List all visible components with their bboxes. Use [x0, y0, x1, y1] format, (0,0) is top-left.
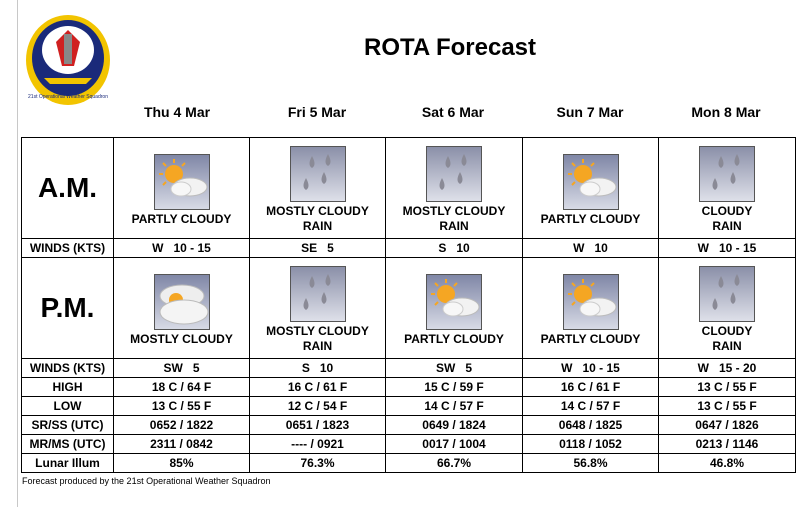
row-value: ---- / 0921	[250, 435, 386, 454]
row-value: 13 C / 55 F	[114, 397, 250, 416]
moonrise-moonset-row	[22, 435, 796, 454]
day-header: Sun 7 Mar	[556, 104, 624, 120]
wind-value: W 10	[523, 239, 659, 258]
pm-conditions-row	[22, 258, 796, 359]
am-cell	[114, 138, 250, 239]
row-value: 16 C / 61 F	[523, 378, 659, 397]
condition-text: PARTLY CLOUDY	[540, 211, 641, 226]
partly-cloudy-icon	[426, 274, 482, 330]
wind-value: W 10 - 15	[523, 359, 659, 378]
rain-icon	[699, 266, 755, 322]
row-value: 0647 / 1826	[659, 416, 796, 435]
lunar-illum-row	[22, 454, 796, 473]
row-label: HIGH	[22, 378, 114, 397]
condition-text: CLOUDY	[701, 204, 753, 218]
pm-label: P.M.	[22, 258, 114, 359]
row-value: 56.8%	[523, 454, 659, 473]
row-value: 85%	[114, 454, 250, 473]
row-label: SR/SS (UTC)	[22, 416, 114, 435]
row-value: 0213 / 1146	[659, 435, 796, 454]
row-value: 15 C / 59 F	[386, 378, 523, 397]
squadron-logo	[24, 12, 112, 108]
rain-icon	[290, 146, 346, 202]
svg-text:21st Operational Weather Squad: 21st Operational Weather Squadron	[28, 94, 108, 100]
condition-text: RAIN	[712, 219, 742, 233]
condition-text: RAIN	[302, 219, 333, 233]
row-value: 46.8%	[659, 454, 796, 473]
low-row	[22, 397, 796, 416]
sunrise-sunset-row	[22, 416, 796, 435]
condition-text: RAIN	[712, 339, 742, 353]
am-cell	[523, 138, 659, 239]
pm-cell	[523, 258, 659, 359]
row-value: 0118 / 1052	[523, 435, 659, 454]
row-value: 0651 / 1823	[250, 416, 386, 435]
condition-text: RAIN	[302, 339, 333, 353]
row-label: LOW	[22, 397, 114, 416]
am-cell	[250, 138, 386, 239]
row-value: 0649 / 1824	[386, 416, 523, 435]
rain-icon	[426, 146, 482, 202]
winds-label: WINDS (KTS)	[22, 359, 114, 378]
condition-text: PARTLY CLOUDY	[131, 211, 232, 226]
wind-value: W 15 - 20	[659, 359, 796, 378]
pm-cell	[386, 258, 523, 359]
pm-cell	[659, 258, 796, 359]
partly-cloudy-icon	[154, 154, 210, 210]
am-label: A.M.	[22, 138, 114, 239]
condition-text: CLOUDY	[701, 324, 753, 338]
row-value: 66.7%	[386, 454, 523, 473]
condition-text: MOSTLY CLOUDY	[130, 331, 233, 346]
condition-text: MOSTLY CLOUDY	[266, 204, 369, 218]
day-header: Thu 4 Mar	[143, 104, 211, 120]
pm-winds-row	[22, 359, 796, 378]
row-value: 13 C / 55 F	[659, 397, 796, 416]
row-value: 76.3%	[250, 454, 386, 473]
wind-value: S 10	[250, 359, 386, 378]
page-title: ROTA Forecast	[363, 34, 537, 61]
row-value: 18 C / 64 F	[114, 378, 250, 397]
wind-value: W 10 - 15	[114, 239, 250, 258]
condition-text: PARTLY CLOUDY	[540, 331, 641, 346]
partly-cloudy-icon	[563, 154, 619, 210]
row-value: 16 C / 61 F	[250, 378, 386, 397]
day-header: Mon 8 Mar	[691, 104, 761, 120]
row-value: 14 C / 57 F	[523, 397, 659, 416]
row-label: Lunar Illum	[22, 454, 114, 473]
wind-value: SW 5	[114, 359, 250, 378]
condition-text: PARTLY CLOUDY	[404, 331, 504, 346]
row-value: 13 C / 55 F	[659, 378, 796, 397]
pm-cell	[250, 258, 386, 359]
wind-value: S 10	[386, 239, 523, 258]
mostly-cloudy-icon	[154, 274, 210, 330]
row-value: 12 C / 54 F	[250, 397, 386, 416]
condition-text: RAIN	[439, 219, 469, 233]
row-value: 0017 / 1004	[386, 435, 523, 454]
row-value: 14 C / 57 F	[386, 397, 523, 416]
wind-value: W 10 - 15	[659, 239, 796, 258]
row-value: 0652 / 1822	[114, 416, 250, 435]
condition-text: MOSTLY CLOUDY	[266, 324, 369, 338]
winds-label: WINDS (KTS)	[22, 239, 114, 258]
wind-value: SE 5	[250, 239, 386, 258]
rain-icon	[699, 146, 755, 202]
day-header: Sat 6 Mar	[421, 104, 485, 120]
rain-icon	[290, 266, 346, 322]
forecast-table	[21, 137, 796, 473]
row-value: 2311 / 0842	[114, 435, 250, 454]
day-header: Fri 5 Mar	[287, 104, 347, 120]
condition-text: MOSTLY CLOUDY	[402, 204, 506, 218]
am-cell	[659, 138, 796, 239]
wind-value: SW 5	[386, 359, 523, 378]
am-cell	[386, 138, 523, 239]
footer-note: Forecast produced by the 21st Operational Weather Squadron	[22, 476, 271, 486]
row-label: MR/MS (UTC)	[22, 435, 114, 454]
pm-cell	[114, 258, 250, 359]
row-value: 0648 / 1825	[523, 416, 659, 435]
partly-cloudy-icon	[563, 274, 619, 330]
am-conditions-row	[22, 138, 796, 239]
am-winds-row	[22, 239, 796, 258]
high-row	[22, 378, 796, 397]
